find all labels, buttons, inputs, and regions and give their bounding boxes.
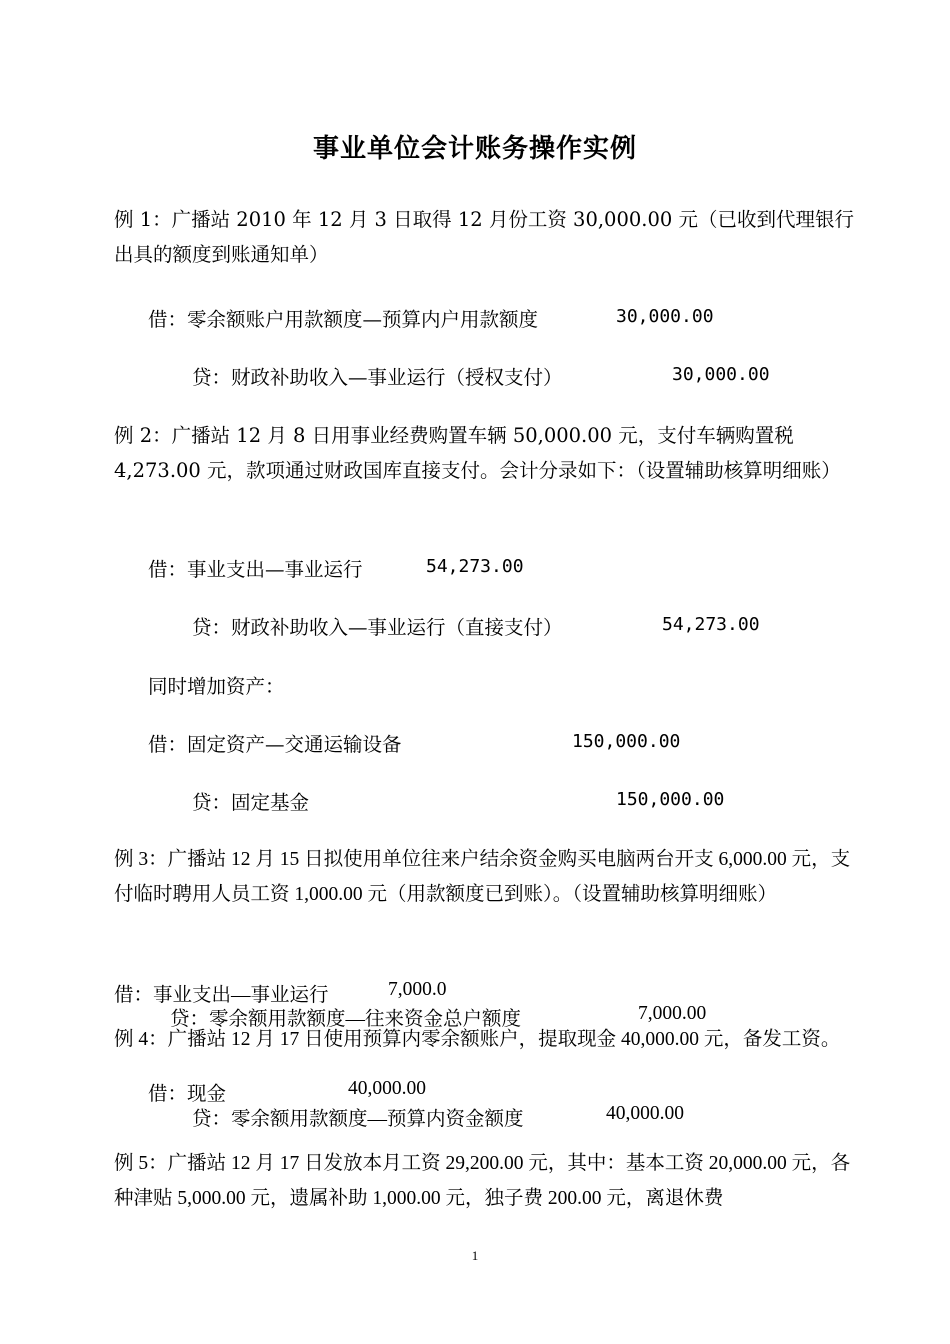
example-3-debit: 借：事业支出—事业运行 — [114, 985, 329, 1006]
example-4-credit: 贷：零余额用款额度—预算内资金额度 — [192, 1109, 524, 1130]
example-2-text: 例 2：广播站 12 月 8 日用事业经费购置车辆 50,000.00 元，支付车辆购置税 4,273.00 元，款项通过财政国库直接支付。会计分录如下：（设置辅助核算明细账） — [114, 424, 841, 482]
example-2-credit-fund-amount: 150,000.00 — [616, 789, 725, 810]
example-2-also-note: 同时增加资产： — [148, 675, 285, 698]
example-1-credit: 贷：财政补助收入—事业运行（授权支付） — [192, 366, 563, 389]
example-3-debit-amount: 7,000.0 — [388, 979, 447, 1000]
example-1-credit-amount: 30,000.00 — [672, 364, 770, 385]
example-2-credit: 贷：财政补助收入—事业运行（直接支付） — [192, 616, 563, 639]
page-title: 事业单位会计账务操作实例 — [312, 134, 637, 164]
example-3-credit-amount: 7,000.00 — [638, 1003, 707, 1024]
example-2-credit-amount: 54,273.00 — [662, 614, 760, 635]
example-5-text: 例 5：广播站 12 月 17 日发放本月工资 29,200.00 元，其中：基本工资 20,000.00 元，各种津贴 5,000.00 元，遗属补助 1,000.00 元，独子费 200.00 元，离退休费 — [114, 1153, 851, 1209]
example-4-debit: 借：现金 — [148, 1084, 227, 1105]
example-2-debit-asset: 借：固定资产—交通运输设备 — [148, 733, 402, 756]
example-2-credit-fund: 贷：固定基金 — [192, 791, 310, 814]
example-2-debit: 借：事业支出—事业运行 — [148, 558, 363, 581]
example-4-credit-amount: 40,000.00 — [606, 1103, 684, 1124]
example-3-text: 例 3：广播站 12 月 15 日拟使用单位往来户结余资金购买电脑两台开支 6,000.00 元，支付临时聘用人员工资 1,000.00 元（用款额度已到账）。（设置辅助核算明细账） — [114, 849, 851, 905]
example-1-debit: 借：零余额账户用款额度—预算内户用款额度 — [148, 308, 539, 331]
example-2-debit-amount: 54,273.00 — [426, 556, 524, 577]
example-3-credit: 贷：零余额用款额度—往来资金总户额度 — [170, 1009, 522, 1030]
example-1-text: 例 1：广播站 2010 年 12 月 3 日取得 12 月份工资 30,000.00 元（已收到代理银行出具的额度到账通知单） — [114, 208, 854, 266]
page-number: 1 — [471, 1248, 479, 1263]
example-4-debit-amount: 40,000.00 — [348, 1078, 426, 1099]
example-1-debit-amount: 30,000.00 — [616, 306, 714, 327]
example-4-text: 例 4：广播站 12 月 17 日使用预算内零余额账户，提取现金 40,000.00 元，备发工资。 — [114, 1029, 841, 1050]
example-2-debit-asset-amount: 150,000.00 — [572, 731, 681, 752]
